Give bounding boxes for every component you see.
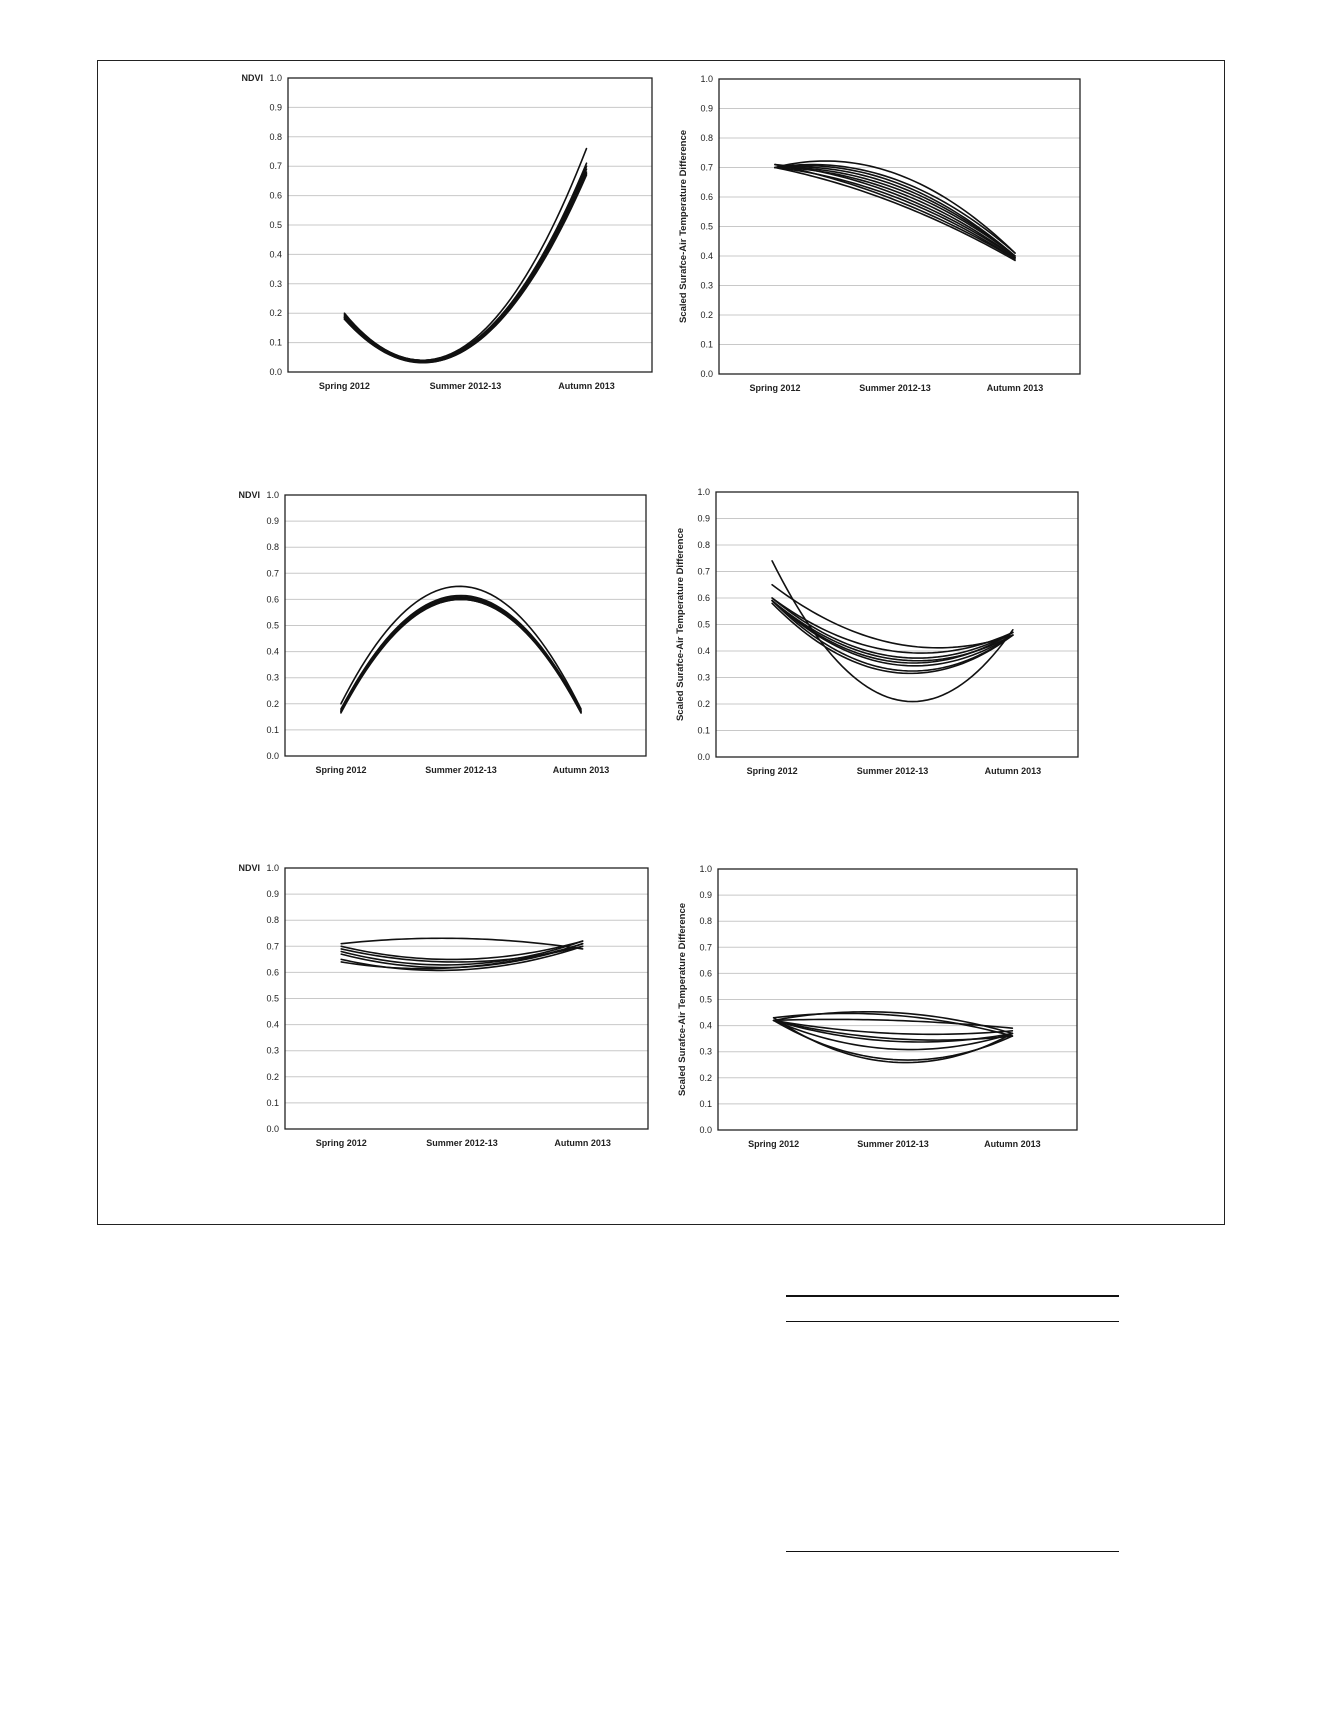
- y-tick-label: 0.5: [697, 619, 710, 630]
- y-tick-label: 0.4: [700, 251, 713, 261]
- x-category-label: Autumn 2013: [554, 1138, 611, 1148]
- y-tick-label: 0.1: [697, 725, 710, 736]
- y-tick-label: 0.9: [266, 889, 279, 900]
- y-axis-label: NDVI: [238, 863, 260, 873]
- x-category-label: Summer 2012-13: [429, 381, 502, 391]
- y-tick-label: 0.0: [699, 1125, 712, 1135]
- series-line: [341, 586, 581, 709]
- y-tick-label: 0.3: [700, 280, 713, 291]
- y-tick-label: 1.0: [266, 490, 279, 500]
- y-tick-label: 0.9: [269, 102, 282, 113]
- y-tick-label: 0.2: [269, 308, 282, 319]
- series-line: [775, 168, 1015, 259]
- y-tick-label: 0.3: [266, 1045, 279, 1056]
- y-tick-label: 0.7: [697, 566, 710, 577]
- y-tick-label: 0.5: [266, 993, 279, 1004]
- y-tick-label: 0.6: [266, 967, 279, 978]
- y-tick-label: 0.8: [266, 542, 279, 553]
- y-tick-label: 0.0: [269, 367, 282, 377]
- y-tick-label: 0.1: [266, 1097, 279, 1108]
- y-tick-label: 0.2: [697, 699, 710, 709]
- y-tick-label: 0.8: [700, 133, 713, 143]
- series-line: [341, 938, 582, 949]
- y-tick-label: 0.3: [699, 1046, 712, 1057]
- x-category-label: Summer 2012-13: [426, 1138, 498, 1148]
- y-tick-label: 0.0: [700, 369, 713, 379]
- y-tick-label: 0.5: [266, 620, 279, 631]
- series-line: [344, 169, 586, 361]
- y-tick-label: 0.4: [266, 646, 279, 657]
- series-line: [775, 165, 1015, 254]
- chart-3: [238, 490, 646, 775]
- y-tick-label: 0.6: [269, 190, 282, 201]
- x-category-label: Summer 2012-13: [857, 1139, 929, 1149]
- y-tick-label: 0.0: [266, 751, 279, 761]
- series-line: [775, 168, 1015, 258]
- x-category-label: Spring 2012: [748, 1139, 800, 1149]
- x-category-label: Summer 2012-13: [856, 766, 929, 776]
- y-tick-label: 0.4: [699, 1020, 712, 1031]
- y-tick-label: 0.9: [697, 513, 710, 524]
- table-top-rule: [786, 1295, 1119, 1297]
- series-line: [772, 585, 1013, 648]
- table-bottom-rule: [786, 1551, 1119, 1552]
- y-tick-label: 0.6: [699, 968, 712, 979]
- x-category-label: Autumn 2013: [986, 383, 1044, 393]
- y-tick-label: 0.2: [266, 698, 279, 709]
- y-tick-label: 0.9: [699, 890, 712, 901]
- x-category-label: Spring 2012: [746, 766, 798, 776]
- x-category-label: Autumn 2013: [552, 765, 610, 775]
- y-tick-label: 0.2: [266, 1071, 279, 1082]
- series-line: [344, 163, 586, 360]
- y-tick-label: 0.3: [269, 278, 282, 289]
- y-tick-label: 0.8: [697, 540, 710, 550]
- chart-1: [241, 73, 652, 391]
- y-axis-label: Scaled Surafce-Air Temperature Difference: [675, 527, 686, 722]
- y-tick-label: 0.8: [266, 915, 279, 926]
- y-tick-label: 1.0: [700, 74, 713, 84]
- y-tick-label: 0.6: [700, 192, 713, 202]
- x-category-label: Autumn 2013: [558, 381, 615, 391]
- y-axis-label: Scaled Surafce-Air Temperature Difference: [678, 129, 689, 324]
- y-tick-label: 0.1: [700, 339, 713, 350]
- y-tick-label: 0.7: [700, 162, 713, 173]
- y-tick-label: 0.6: [697, 593, 710, 603]
- x-category-label: Autumn 2013: [984, 1139, 1041, 1149]
- y-tick-label: 0.9: [266, 516, 279, 527]
- y-tick-label: 1.0: [266, 863, 279, 873]
- y-tick-label: 0.7: [269, 161, 282, 172]
- series-line: [775, 167, 1015, 256]
- series-line: [772, 603, 1013, 673]
- y-tick-label: 0.9: [700, 103, 713, 114]
- y-axis-label: Scaled Surafce-Air Temperature Difference: [677, 902, 688, 1097]
- y-tick-label: 1.0: [697, 487, 710, 497]
- y-tick-label: 0.1: [699, 1098, 712, 1109]
- y-tick-label: 0.1: [269, 337, 282, 348]
- x-category-label: Summer 2012-13: [425, 765, 497, 775]
- x-category-label: Spring 2012: [318, 381, 370, 391]
- y-tick-label: 0.6: [266, 594, 279, 605]
- series-line: [344, 172, 586, 361]
- y-tick-label: 1.0: [699, 864, 712, 874]
- chart-4: [675, 487, 1078, 776]
- y-tick-label: 0.8: [699, 916, 712, 927]
- y-tick-label: 0.8: [269, 131, 282, 142]
- y-tick-label: 0.2: [700, 310, 713, 320]
- y-tick-label: 0.4: [269, 249, 282, 260]
- y-axis-label: NDVI: [238, 490, 260, 500]
- y-tick-label: 0.7: [266, 941, 279, 952]
- y-tick-label: 0.3: [266, 672, 279, 683]
- y-tick-label: 0.0: [697, 752, 710, 762]
- chart-2: [678, 74, 1080, 393]
- y-tick-label: 0.0: [266, 1124, 279, 1134]
- y-tick-label: 0.7: [699, 942, 712, 953]
- y-tick-label: 0.2: [699, 1072, 712, 1083]
- y-tick-label: 0.4: [697, 646, 710, 656]
- y-axis-label: NDVI: [241, 73, 263, 83]
- x-category-label: Spring 2012: [749, 383, 801, 393]
- table-header-rule: [786, 1321, 1119, 1322]
- chart-5: [238, 863, 648, 1148]
- series-line: [341, 599, 581, 713]
- x-category-label: Autumn 2013: [984, 766, 1042, 776]
- y-tick-label: 0.3: [697, 672, 710, 683]
- y-tick-label: 0.1: [266, 724, 279, 735]
- x-category-label: Spring 2012: [315, 1138, 367, 1148]
- series-line: [344, 175, 586, 363]
- x-category-label: Spring 2012: [315, 765, 367, 775]
- y-tick-label: 0.5: [700, 221, 713, 232]
- series-line: [772, 598, 1013, 653]
- y-tick-label: 0.4: [266, 1019, 279, 1030]
- y-tick-label: 0.5: [269, 220, 282, 230]
- x-category-label: Summer 2012-13: [859, 383, 931, 393]
- series-line: [344, 174, 586, 363]
- y-tick-label: 0.7: [266, 568, 279, 579]
- y-tick-label: 0.5: [699, 994, 712, 1005]
- y-tick-label: 1.0: [269, 73, 282, 83]
- chart-6: [677, 864, 1077, 1149]
